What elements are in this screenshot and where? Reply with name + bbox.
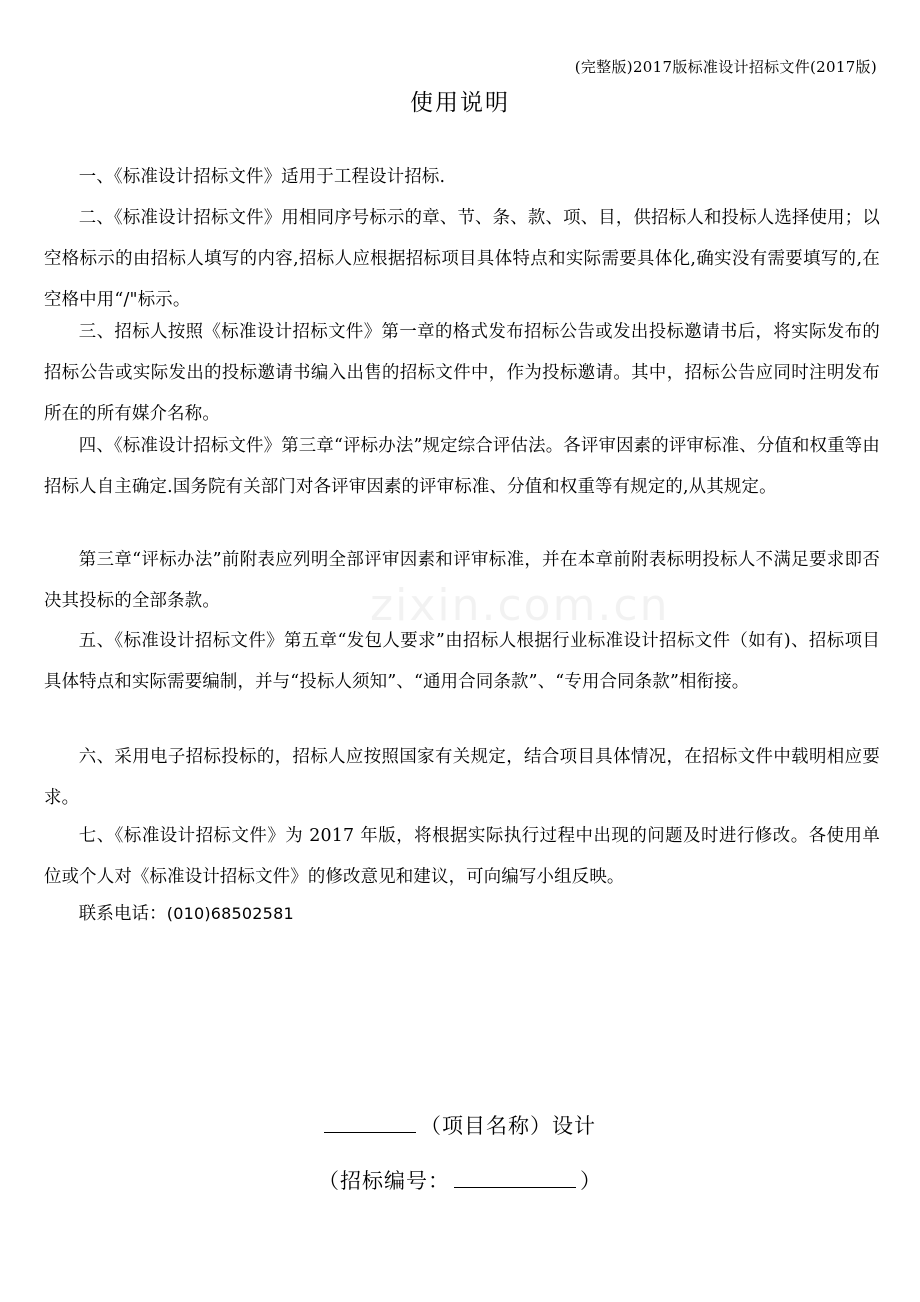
project-name-line xyxy=(0,1110,920,1140)
project-name-text: （项目名称）设计 xyxy=(420,1114,596,1138)
watermark: zixin.com.cn xyxy=(370,580,670,631)
paragraph-6: 五、《标准设计招标文件》第五章“发包人要求”由招标人根据行业标准设计招标文件（如有)、招标项目具体特点和实际需要编制，并与“投标人须知”、“通用合同条款”、“专用合同条款”相衔接。 xyxy=(44,631,880,692)
paragraph-8: 七、《标准设计招标文件》为 2017 年版，将根据实际执行过程中出现的问题及时进行修改。各使用单位或个人对《标准设计招标文件》的修改意见和建议，可向编写小组反映。 xyxy=(44,826,880,887)
paragraph-5: 第三章“评标办法”前附表应列明全部评审因素和评审标准，并在本章前附表标明投标人不满足要求即否决其投标的全部条款。 xyxy=(44,550,880,611)
contact-line xyxy=(44,893,880,935)
bid-number-line xyxy=(0,1165,920,1195)
bid-number-prefix: （招标编号： xyxy=(318,1169,450,1193)
paragraph-7: 六、采用电子招标投标的，招标人应按照国家有关规定，结合项目具体情况，在招标文件中载明相应要求。 xyxy=(44,747,880,808)
project-name-blank xyxy=(324,1111,416,1133)
header-note: (完整版)2017版标准设计招标文件(2017版) xyxy=(574,58,877,76)
contact-phone-number: (010)68502581 xyxy=(166,904,294,923)
page-title: 使用说明 xyxy=(410,90,510,116)
paragraph-1: 一、《标准设计招标文件》适用于工程设计招标. xyxy=(78,167,446,187)
paragraph-4: 四、《标准设计招标文件》第三章“评标办法”规定综合评估法。各评审因素的评审标准、分值和权重等由招标人自主确定.国务院有关部门对各评审因素的评审标准、分值和权重等有规定的,从其规定。 xyxy=(44,436,880,497)
contact-label: 联系电话： xyxy=(78,904,167,924)
paragraph-2: 二、《标准设计招标文件》用相同序号标示的章、节、条、款、项、目，供招标人和投标人选择使用；以空格标示的由招标人填写的内容,招标人应根据招标项目具体特点和实际需要具体化,确实没有需要填写的,在空格中用“/"标示。 xyxy=(44,208,880,310)
paragraph-3: 三、招标人按照《标准设计招标文件》第一章的格式发布招标公告或发出投标邀请书后，将实际发布的招标公告或实际发出的投标邀请书编入出售的招标文件中，作为投标邀请。其中，招标公告应同时注明发布所在的所有媒介名称。 xyxy=(44,322,880,424)
bid-number-blank xyxy=(454,1166,576,1188)
bid-number-suffix: ） xyxy=(580,1169,602,1193)
